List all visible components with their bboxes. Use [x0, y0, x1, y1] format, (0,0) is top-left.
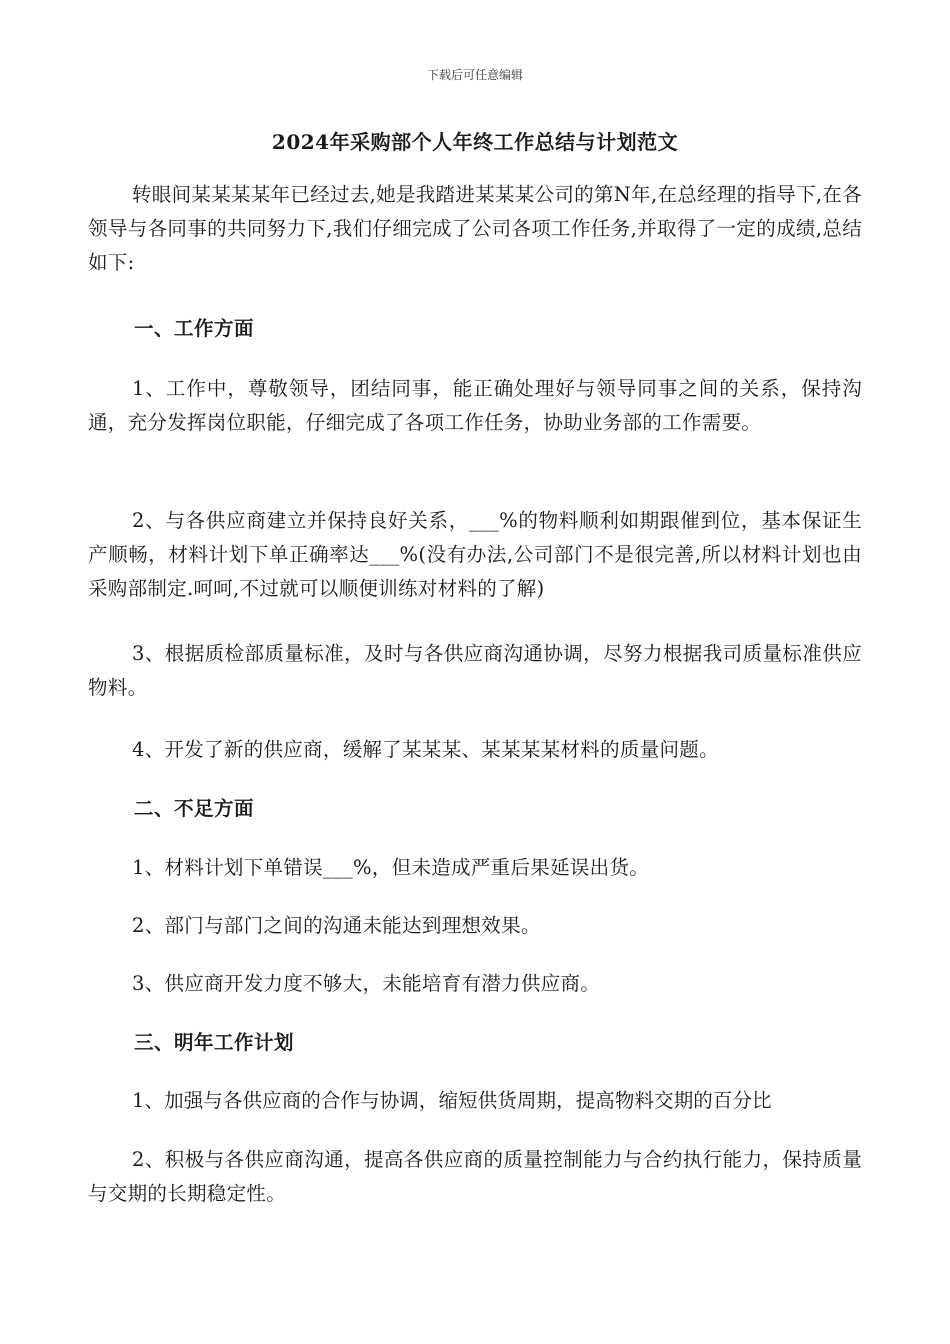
paragraph: 3、根据质检部质量标准，及时与各供应商沟通协调，尽努力根据我司质量标准供应物料。 [88, 642, 862, 699]
intro-paragraph: 转眼间某某某某年已经过去,她是我踏进某某某公司的第N年,在总经理的指导下,在各领导与各同事的共同努力下,我们仔细完成了公司各项工作任务,并取得了一定的成绩,总结如下: [88, 183, 862, 274]
paragraph: 2、积极与各供应商沟通，提高各供应商的质量控制能力与合约执行能力，保持质量与交期的长期稳定性。 [88, 1148, 862, 1205]
intro-block [88, 178, 862, 280]
paragraph: 1、材料计划下单错误___%，但未造成严重后果延误出货。 [132, 856, 650, 879]
section-work-item-2 [88, 504, 862, 606]
paragraph: 1、加强与各供应商的合作与协调，缩短供货周期，提高物料交期的百分比 [132, 1089, 772, 1112]
document-title: 2024年采购部个人年终工作总结与计划范文 [271, 130, 679, 154]
section-heading-plan: 三、明年工作计划 [134, 1031, 295, 1054]
paragraph: 2、与各供应商建立并保持良好关系，___%的物料顺利如期跟催到位，基本保证生产顺畅，材料计划下单正确率达___%(没有办法,公司部门不是很完善,所以材料计划也由采购部制定.呵呵,不过就可以顺便训练对材料的了解) [88, 509, 862, 600]
section-shortcomings-item-2 [88, 909, 862, 943]
section-shortcomings-item-1 [88, 851, 862, 885]
section-shortcomings [88, 792, 862, 826]
section-work [88, 312, 862, 346]
section-heading-shortcomings: 二、不足方面 [134, 797, 255, 820]
section-heading-work: 一、工作方面 [134, 317, 255, 340]
section-work-item-3 [88, 637, 862, 705]
section-shortcomings-item-3 [88, 967, 862, 1001]
section-plan-item-1 [88, 1084, 862, 1118]
section-work-item-4 [88, 733, 862, 767]
section-plan-item-2 [88, 1143, 862, 1211]
section-work-item-1 [88, 372, 862, 440]
paragraph: 1、工作中，尊敬领导，团结同事，能正确处理好与领导同事之间的关系，保持沟通，充分发挥岗位职能，仔细完成了各项工作任务，协助业务部的工作需要。 [88, 377, 862, 434]
paragraph: 3、供应商开发力度不够大，未能培育有潜力供应商。 [132, 972, 601, 995]
section-plan [88, 1026, 862, 1060]
paragraph: 2、部门与部门之间的沟通未能达到理想效果。 [132, 914, 541, 937]
header-note: 下载后可任意编辑 [426, 68, 523, 82]
paragraph: 4、开发了新的供应商，缓解了某某某、某某某某材料的质量问题。 [132, 738, 719, 761]
